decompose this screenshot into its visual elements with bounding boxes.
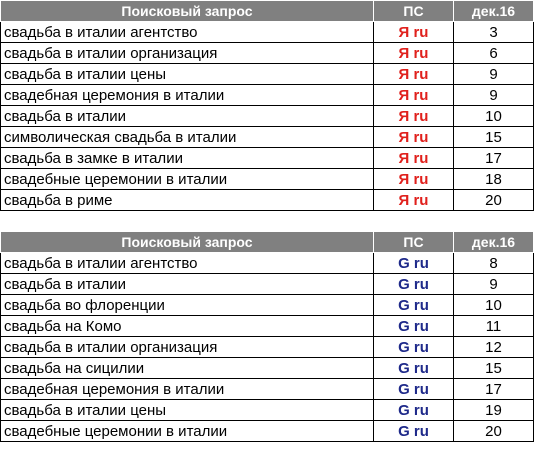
table-row	[1, 43, 534, 64]
table-row	[1, 22, 534, 43]
query-cell: свадьба в италии агентство	[1, 22, 374, 43]
header-row	[1, 1, 534, 22]
query-cell: свадьба в италии	[1, 274, 374, 295]
position-cell: 12	[454, 337, 534, 358]
table-row	[1, 379, 534, 400]
table-row	[1, 400, 534, 421]
query-cell: свадьба в италии цены	[1, 400, 374, 421]
table-row	[1, 106, 534, 127]
position-cell: 17	[454, 379, 534, 400]
yandex-ranking-table	[0, 0, 534, 211]
position-cell: 19	[454, 400, 534, 421]
position-cell: 9	[454, 64, 534, 85]
query-cell: свадебные церемонии в италии	[1, 421, 374, 442]
table-row	[1, 85, 534, 106]
position-cell: 17	[454, 148, 534, 169]
table-row	[1, 337, 534, 358]
engine-cell: Я ru	[374, 43, 454, 64]
engine-cell: G ru	[374, 358, 454, 379]
query-cell: свадьба во флоренции	[1, 295, 374, 316]
engine-cell: G ru	[374, 400, 454, 421]
query-cell: свадьба в италии организация	[1, 337, 374, 358]
query-cell: свадебная церемония в италии	[1, 379, 374, 400]
engine-cell: G ru	[374, 253, 454, 274]
engine-cell: G ru	[374, 295, 454, 316]
position-cell: 15	[454, 358, 534, 379]
query-cell: свадьба в италии цены	[1, 64, 374, 85]
google-ranking-table	[0, 231, 534, 442]
position-cell: 15	[454, 127, 534, 148]
query-cell: свадьба на Комо	[1, 316, 374, 337]
table-row	[1, 127, 534, 148]
engine-column-header: ПС	[374, 232, 454, 253]
engine-cell: G ru	[374, 337, 454, 358]
position-cell: 6	[454, 43, 534, 64]
engine-cell: G ru	[374, 274, 454, 295]
query-column-header: Поисковый запрос	[1, 232, 374, 253]
table-row	[1, 169, 534, 190]
engine-cell: Я ru	[374, 169, 454, 190]
position-cell: 20	[454, 421, 534, 442]
engine-cell: G ru	[374, 316, 454, 337]
position-cell: 11	[454, 316, 534, 337]
query-cell: символическая свадьба в италии	[1, 127, 374, 148]
engine-cell: G ru	[374, 421, 454, 442]
table-row	[1, 358, 534, 379]
query-cell: свадьба в замке в италии	[1, 148, 374, 169]
table-row	[1, 295, 534, 316]
date-column-header: дек.16	[454, 232, 534, 253]
position-cell: 18	[454, 169, 534, 190]
engine-cell: Я ru	[374, 127, 454, 148]
position-cell: 3	[454, 22, 534, 43]
table-row	[1, 316, 534, 337]
table-row	[1, 190, 534, 211]
query-cell: свадьба в италии	[1, 106, 374, 127]
engine-cell: Я ru	[374, 148, 454, 169]
engine-cell: Я ru	[374, 64, 454, 85]
position-cell: 9	[454, 274, 534, 295]
query-cell: свадьба на сицилии	[1, 358, 374, 379]
query-column-header: Поисковый запрос	[1, 1, 374, 22]
query-cell: свадьба в италии организация	[1, 43, 374, 64]
query-cell: свадьба в италии агентство	[1, 253, 374, 274]
date-column-header: дек.16	[454, 1, 534, 22]
position-cell: 10	[454, 295, 534, 316]
engine-cell: Я ru	[374, 85, 454, 106]
engine-cell: Я ru	[374, 106, 454, 127]
query-cell: свадебная церемония в италии	[1, 85, 374, 106]
engine-cell: G ru	[374, 379, 454, 400]
query-cell: свадебные церемонии в италии	[1, 169, 374, 190]
table-row	[1, 253, 534, 274]
position-cell: 20	[454, 190, 534, 211]
query-cell: свадьба в риме	[1, 190, 374, 211]
engine-column-header: ПС	[374, 1, 454, 22]
position-cell: 9	[454, 85, 534, 106]
header-row	[1, 232, 534, 253]
table-row	[1, 148, 534, 169]
engine-cell: Я ru	[374, 22, 454, 43]
position-cell: 8	[454, 253, 534, 274]
engine-cell: Я ru	[374, 190, 454, 211]
table-row	[1, 421, 534, 442]
table-row	[1, 64, 534, 85]
position-cell: 10	[454, 106, 534, 127]
table-row	[1, 274, 534, 295]
